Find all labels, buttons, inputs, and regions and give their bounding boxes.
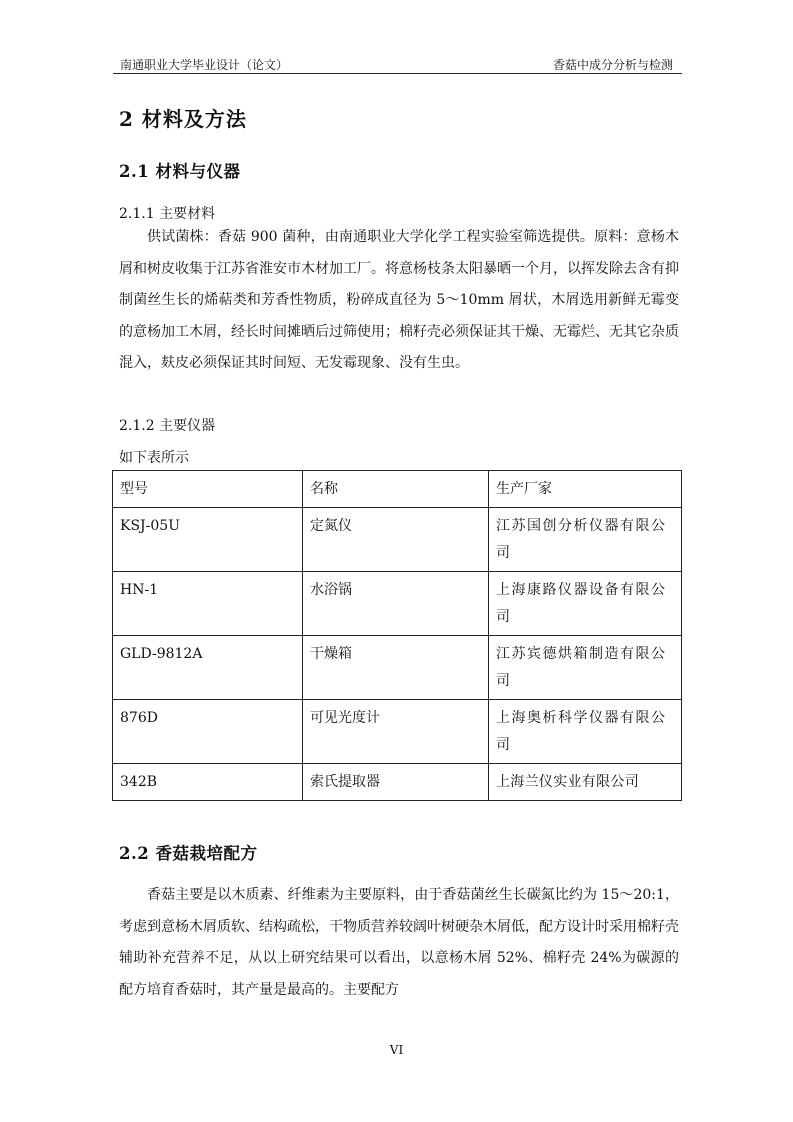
table-cell-model: 876D — [113, 700, 303, 764]
table-header-row — [113, 471, 682, 508]
table-cell-maker: 江苏国创分析仪器有限公司 — [489, 508, 682, 572]
formula-text: 香菇主要是以木质素、纤维素为主要原料，由于香菇菌丝生长碳氮比约为 15～20:1，考虑到意杨木屑质软、结构疏松，干物质营养较阔叶树硬杂木屑低，配方设计时采用棉籽壳辅助补充营养不足，从以上研究结果可以看出，以意杨木屑 52%、棉籽壳 24%为碳源的配方培育香菇时，其产量是最高的。主要配方 — [119, 887, 679, 998]
table-cell-name: 定氮仪 — [303, 508, 489, 572]
section-heading-2-1: 2.1 材料与仪器 — [119, 162, 241, 181]
table-cell-name: 干燥箱 — [303, 636, 489, 700]
header-left-title: 南通职业大学毕业设计（论文） — [120, 58, 289, 72]
table-header-cell: 型号 — [113, 471, 303, 508]
table-cell-model: GLD-9812A — [113, 636, 303, 700]
formula-paragraph — [119, 880, 679, 1006]
table-header-cell: 名称 — [303, 471, 489, 508]
header-divider — [113, 73, 682, 74]
table-row — [113, 636, 682, 700]
materials-paragraph — [119, 222, 679, 380]
table-cell-maker: 上海康路仪器设备有限公司 — [489, 572, 682, 636]
subsection-heading-2-1-2: 2.1.2 主要仪器 — [119, 418, 216, 434]
section-heading-2-2: 2.2 香菇栽培配方 — [119, 844, 258, 863]
table-cell-model: HN-1 — [113, 572, 303, 636]
table-cell-maker: 上海兰仪实业有限公司 — [489, 764, 682, 801]
table-cell-maker: 上海奥析科学仪器有限公司 — [489, 700, 682, 764]
table-cell-maker: 江苏宾德烘箱制造有限公司 — [489, 636, 682, 700]
materials-text: 供试菌株：香菇 900 菌种，由南通职业大学化学工程实验室筛选提供。原料：意杨木屑和树皮收集于江苏省淮安市木材加工厂。将意杨枝条太阳暴晒一个月，以挥发除去含有抑制菌丝生长的烯萜类和芳香性物质，粉碎成直径为 5～10mm 屑状，木屑选用新鲜无霉变的意杨加工木屑，经长时间摊晒后过筛使用；棉籽壳必须保证其干燥、无霉烂、无其它杂质混入，麸皮必须保证其时间短、无发霉现象、没有生虫。 — [119, 229, 679, 371]
header-right-title: 香菇中成分分析与检测 — [552, 58, 673, 72]
chapter-title: 2 材料及方法 — [119, 107, 247, 131]
table-cell-name: 可见光度计 — [303, 700, 489, 764]
subsection-heading-2-1-1: 2.1.1 主要材料 — [119, 206, 216, 222]
table-intro-text: 如下表所示 — [119, 450, 189, 466]
instrument-table — [112, 470, 682, 801]
table-cell-name: 水浴锅 — [303, 572, 489, 636]
page-number: VI — [389, 1043, 404, 1057]
table-cell-name: 索氏提取器 — [303, 764, 489, 801]
table-row — [113, 764, 682, 801]
table-row — [113, 572, 682, 636]
table-row — [113, 700, 682, 764]
table-cell-model: KSJ-05U — [113, 508, 303, 572]
table-header-cell: 生产厂家 — [489, 471, 682, 508]
table-cell-model: 342B — [113, 764, 303, 801]
table-row — [113, 508, 682, 572]
